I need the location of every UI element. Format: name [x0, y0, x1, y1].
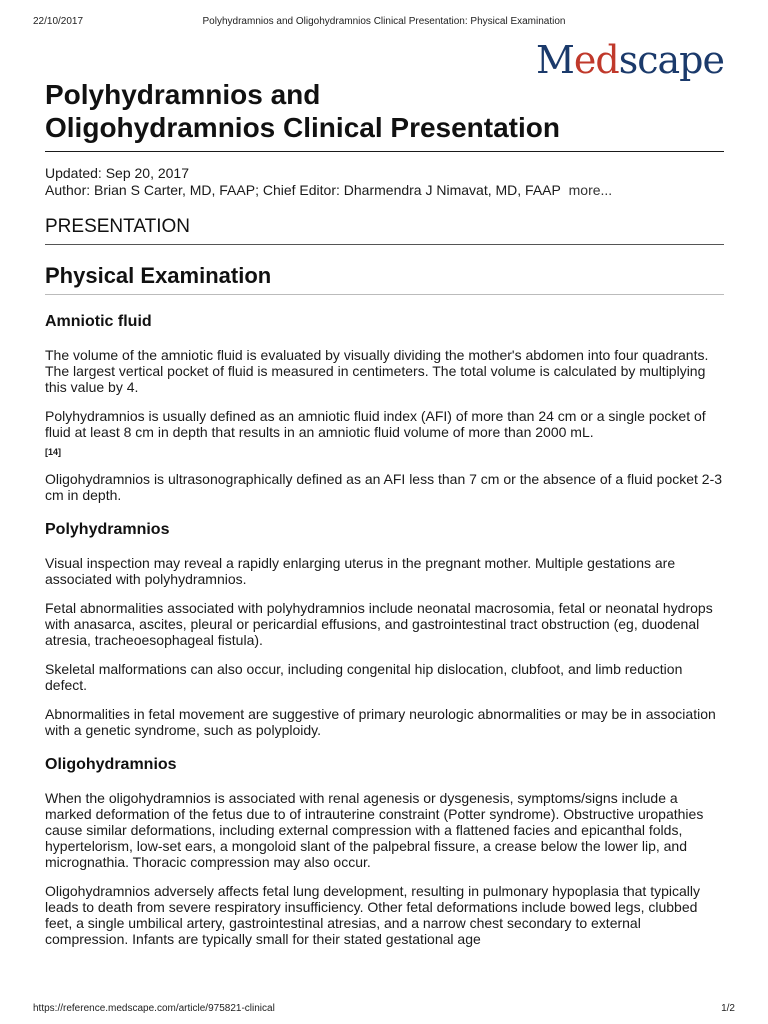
print-page-title: Polyhydramnios and Oligohydramnios Clinical Presentation: Physical Examination [202, 16, 566, 27]
paragraph: Oligohydramnios adversely affects fetal lung development, resulting in pulmonary hypoplasia that typically leads to death from severe respiratory insufficiency. Other fetal deformations include bowed legs, clubbed feet, a single umbilical artery, gastrointestinal atresias, and a narrow chest secondary to external compression. Infants are typically small for their stated gestational age [45, 883, 700, 947]
print-footer [33, 1003, 735, 1014]
paragraph-text: Polyhydramnios is usually defined as an amniotic fluid index (AFI) of more than 24 cm or a single pocket of fluid at least 8 cm in depth that results in an amniotic fluid volume of more than 2000 mL. [45, 408, 706, 440]
article-meta [45, 165, 724, 199]
paragraph [45, 408, 724, 458]
paragraph: When the oligohydramnios is associated with renal agenesis or dysgenesis, symptoms/signs include a marked deformation of the fetus due to of intrauterine constraint (Potter syndrome). Obstructive uropathies cause similar deformations, including external compression with a flattened facies and epicanthal folds, hypertelorism, low-set ears, a mongoloid slant of the palpebral fissure, a crease below the lower lip, and micrognathia. Thoracic compression may also occur. [45, 790, 704, 870]
section-label: PRESENTATION [45, 215, 724, 245]
print-date: 22/10/2017 [33, 16, 84, 27]
page-title [45, 78, 724, 152]
paragraph: Visual inspection may reveal a rapidly enlarging uterus in the pregnant mother. Multiple gestations are associated with polyhydramnios. [45, 555, 676, 587]
author-text: Author: Brian S Carter, MD, FAAP; Chief Editor: Dharmendra J Nimavat, MD, FAAP [45, 182, 561, 198]
page-title-line2: Oligohydramnios Clinical Presentation [45, 112, 560, 143]
paragraph: Oligohydramnios is ultrasonographically defined as an AFI less than 7 cm or the absence of a fluid pocket 2-3 cm in depth. [45, 471, 723, 503]
medscape-logo[interactable]: Medscape [535, 38, 724, 82]
section-heading: Physical Examination [45, 263, 724, 295]
subheading-polyhydramnios: Polyhydramnios [45, 521, 170, 538]
paragraph: Fetal abnormalities associated with polyhydramnios include neonatal macrosomia, fetal or neonatal hydrops with anasarca, ascites, pleural or pericardial effusions, and gastrointestinal tract obstruction (eg, duodenal atresia, tracheoesophageal fistula). [45, 600, 713, 648]
subheading-amniotic-fluid: Amniotic fluid [45, 313, 152, 330]
paragraph: Skeletal malformations can also occur, including congenital hip dislocation, clubfoot, and limb reduction defect. [45, 661, 683, 693]
paragraph: Abnormalities in fetal movement are suggestive of primary neurologic abnormalities or may be in association with a genetic syndrome, such as polyploidy. [45, 706, 716, 738]
page-title-line1: Polyhydramnios and [45, 79, 321, 110]
reference-link[interactable]: [14] [45, 447, 62, 457]
article-content [45, 78, 724, 947]
print-header [33, 16, 735, 27]
paragraph: The volume of the amniotic fluid is evaluated by visually dividing the mother's abdomen into four quadrants. The largest vertical pocket of fluid is measured in centimeters. The total volume is calculated by multiplying this value by 4. [45, 347, 709, 395]
more-link[interactable]: more... [568, 182, 613, 198]
author-line [45, 182, 724, 199]
updated-date: Updated: Sep 20, 2017 [45, 165, 190, 181]
page-url: https://reference.medscape.com/article/975821-clinical [33, 1003, 275, 1014]
page-number: 1/2 [721, 1003, 735, 1014]
subheading-oligohydramnios: Oligohydramnios [45, 756, 177, 773]
